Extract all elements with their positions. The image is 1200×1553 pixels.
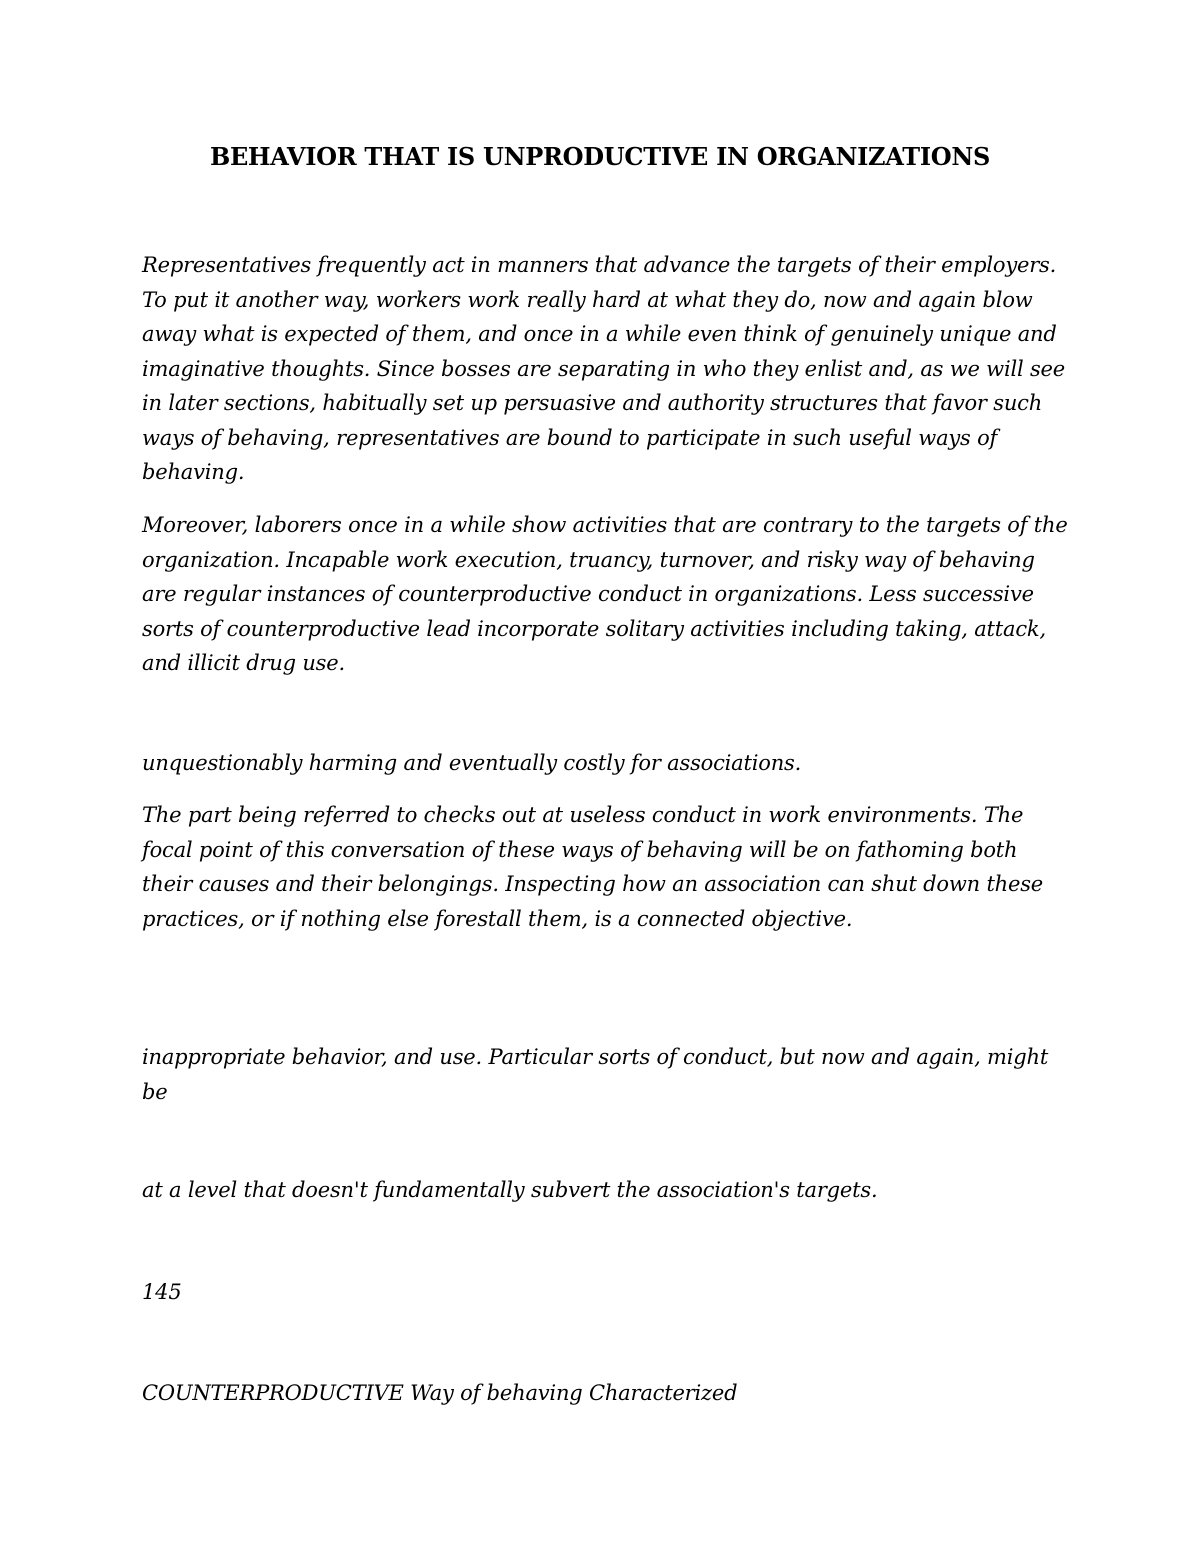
page-title: BEHAVIOR THAT IS UNPRODUCTIVE IN ORGANIZATIONS: [209, 142, 991, 171]
page-number: 145: [142, 1280, 182, 1304]
paragraph-counterproductive-examples: Moreover, laborers once in a while show activities that are contrary to the targets of the organization. Incapable work execution, truancy, turnover, and risky way of behaving are regular instances of counterproductive conduct in organizations. Less successive sorts of counterproductive lead incorporate solitary activities including taking, attack, and illicit drug use.: [142, 513, 1068, 675]
paragraph-productive-behavior: Representatives frequently act in manners that advance the targets of their employers. To put it another way, workers work really hard at what they do, now and again blow away what is expected of them, and once in a while even think of genuinely unique and imaginative thoughts. Since bosses are separating in who they enlist and, as we will see in later sections, habitually set up persuasive and authority structures that favor such ways of behaving, representatives are bound to participate in such useful ways of behaving.: [142, 253, 1066, 484]
paragraph-fragment-harming: unquestionably harming and eventually costly for associations.: [142, 751, 802, 775]
paragraph-chapter-focus: The part being referred to checks out at useless conduct in work environments. The focal point of this conversation of these ways of behaving will be on fathoming both their causes and their belongings. Inspecting how an association can shut down these practices, or if nothing else forestall them, is a connected objective.: [142, 803, 1044, 931]
paragraph-fragment-inappropriate: inappropriate behavior, and use. Particular sorts of conduct, but now and again, might be: [142, 1045, 1049, 1104]
paragraph-fragment-level: at a level that doesn't fundamentally subvert the association's targets.: [142, 1178, 878, 1202]
section-heading: COUNTERPRODUCTIVE Way of behaving Characterized: [142, 1381, 738, 1405]
